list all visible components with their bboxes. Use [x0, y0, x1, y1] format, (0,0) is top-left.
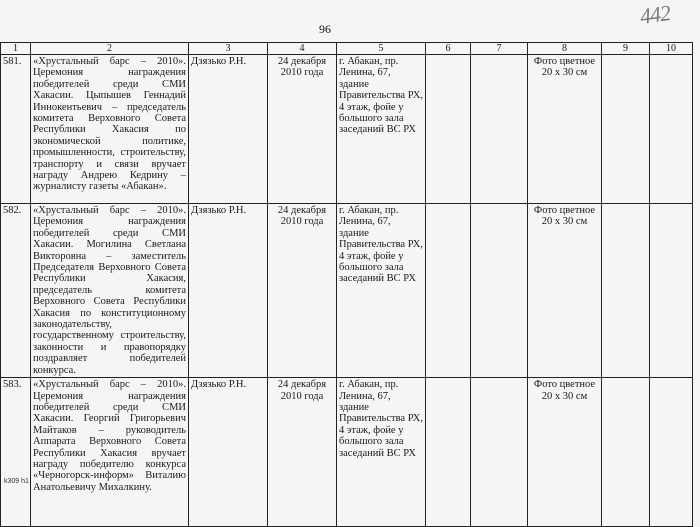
record-author: Дзязько Р.Н.: [189, 204, 268, 378]
record-date: 24 декабря 2010 года: [268, 55, 337, 204]
record-col7: [471, 55, 528, 204]
footer-code: k309 h1: [4, 478, 29, 485]
record-description: «Хрустальный барс – 2010». Церемония награждения победителей среди СМИ Хакасии. Могилина Светлана Викторовна – заместитель Председателя Верховного Совета Республики Хакасия, председатель комитета Верховного Совета Республики Хакасия по конституционному законодательству, государственному строительству, законности и правопорядку поздравляет победителей конкурса.: [31, 204, 189, 378]
column-header: 4: [268, 43, 337, 55]
record-place: г. Абакан, пр. Ленина, 67, здание Правительства РХ, 4 этаж, фойе у большого зала заседаний ВС РХ: [337, 55, 426, 204]
column-header: 10: [650, 43, 693, 55]
record-col9: [602, 55, 650, 204]
record-col7: [471, 204, 528, 378]
table-row: [1, 204, 693, 378]
column-header: 2: [31, 43, 189, 55]
handwritten-mark: 442: [638, 0, 672, 29]
record-format: Фото цветное 20 х 30 см: [528, 378, 602, 527]
table-row: [1, 55, 693, 204]
record-col9: [602, 378, 650, 527]
column-header: 5: [337, 43, 426, 55]
column-header: 8: [528, 43, 602, 55]
record-date: 24 декабря 2010 года: [268, 204, 337, 378]
record-col10: [650, 204, 693, 378]
column-header: 3: [189, 43, 268, 55]
record-number: 582.: [1, 204, 31, 378]
record-number: 581.: [1, 55, 31, 204]
record-col6: [426, 378, 471, 527]
page-number: 96: [319, 22, 331, 36]
record-description: «Хрустальный барс – 2010». Церемония награждения победителей среди СМИ Хакасии. Цыпышев Геннадий Иннокентьевич – председатель комитета Верховного Совета Республики Хакасия по экономической политике, промышленности, строительству, транспорту и связи вручает награду Андрею Кедрину – журналисту газеты «Абакан».: [31, 55, 189, 204]
record-description: «Хрустальный барс – 2010». Церемония награждения победителей среди СМИ Хакасии. Георгий Григорьевич Майтаков – руководитель Аппарата Верховного Совета Республики Хакасия вручает награду победителю конкурса «Черногорск-информ» Виталию Анатольевичу Михалкину.: [31, 378, 189, 527]
table-header-row: [1, 43, 693, 55]
record-col7: [471, 378, 528, 527]
record-place: г. Абакан, пр. Ленина, 67, здание Правительства РХ, 4 этаж, фойе у большого зала заседаний ВС РХ: [337, 204, 426, 378]
record-author: Дзязько Р.Н.: [189, 55, 268, 204]
record-author: Дзязько Р.Н.: [189, 378, 268, 527]
register-table: [0, 42, 693, 527]
record-format: Фото цветное 20 х 30 см: [528, 204, 602, 378]
record-col10: [650, 55, 693, 204]
column-header: 6: [426, 43, 471, 55]
record-col6: [426, 55, 471, 204]
record-col6: [426, 204, 471, 378]
record-date: 24 декабря 2010 года: [268, 378, 337, 527]
record-number: 583.: [1, 378, 31, 527]
record-col9: [602, 204, 650, 378]
record-format: Фото цветное 20 х 30 см: [528, 55, 602, 204]
record-place: г. Абакан, пр. Ленина, 67, здание Правительства РХ, 4 этаж, фойе у большого зала заседаний ВС РХ: [337, 378, 426, 527]
table-row: [1, 378, 693, 527]
record-col10: [650, 378, 693, 527]
column-header: 1: [1, 43, 31, 55]
column-header: 7: [471, 43, 528, 55]
column-header: 9: [602, 43, 650, 55]
